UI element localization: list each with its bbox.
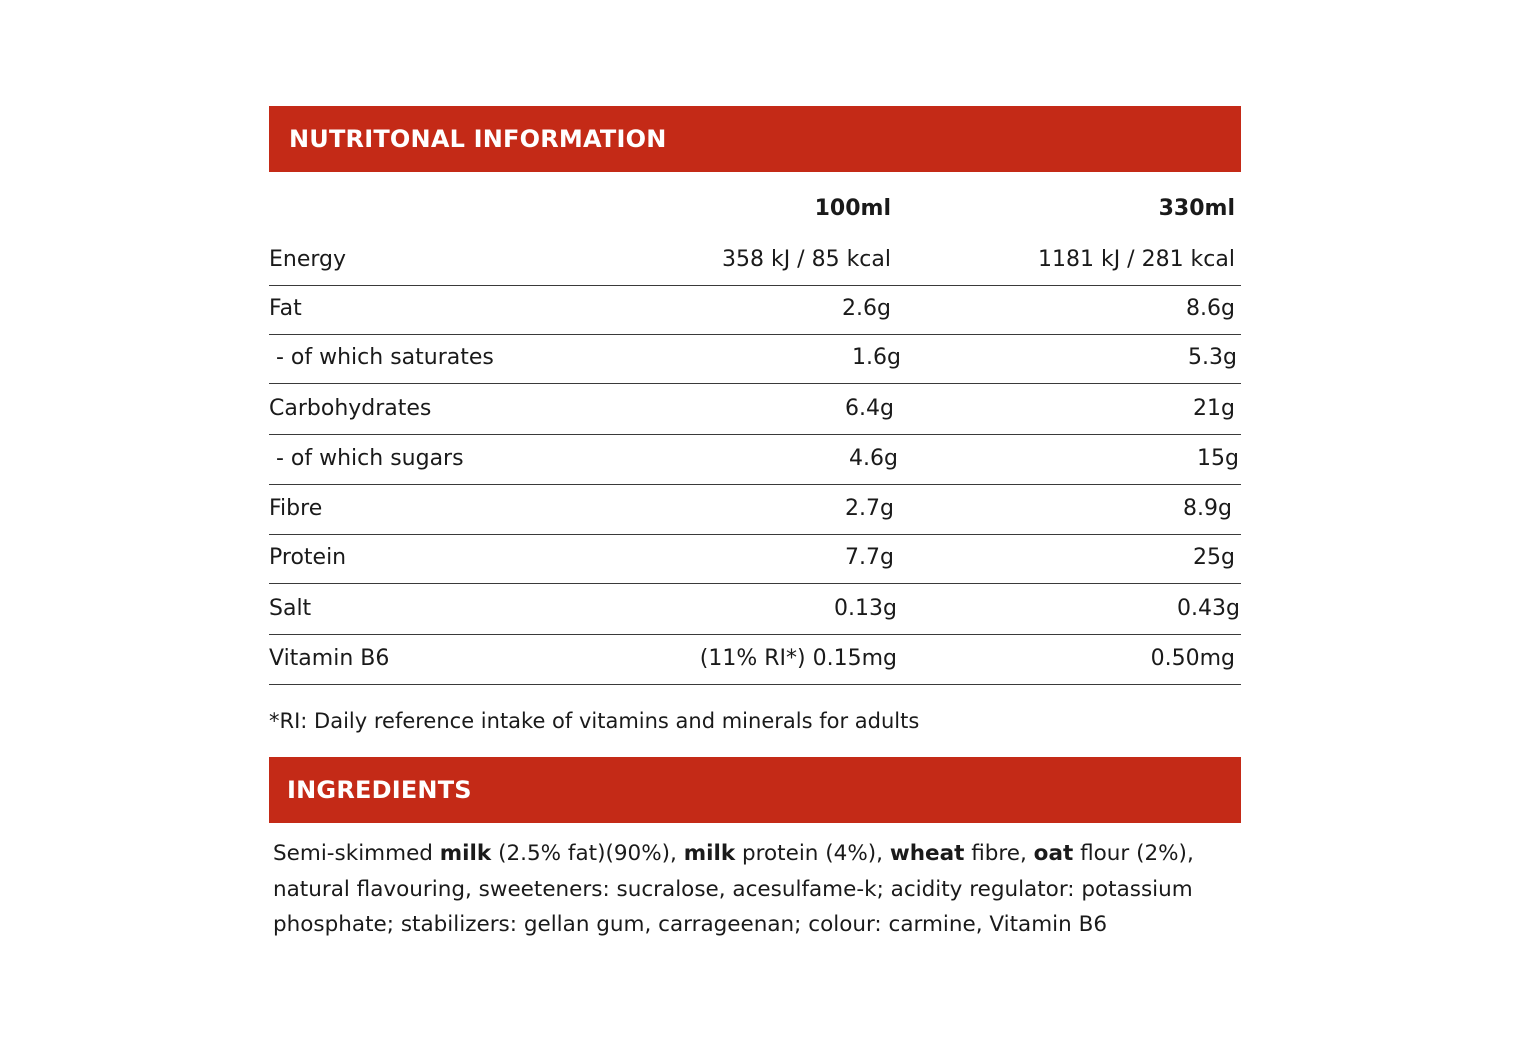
value-330ml: 25g [1193,545,1235,570]
nutrient-name: - of which sugars [269,446,464,471]
column-header-100ml: 100ml [814,196,891,221]
nutrient-name: - of which saturates [269,345,494,370]
table-row [269,635,1241,685]
table-row [269,534,1241,584]
table-row [269,435,1241,485]
row-divider [269,383,1241,384]
ingredients-part: (2.5% fat)(90%), [491,841,684,866]
value-100ml: 2.7g [845,496,894,521]
value-330ml: 21g [1193,396,1235,421]
allergen-bold: oat [1033,841,1074,866]
table-row [269,385,1241,435]
value-330ml: 0.43g [1177,596,1240,621]
value-330ml: 1181 kJ / 281 kcal [1037,247,1235,272]
value-100ml: 4.6g [849,446,898,471]
table-row [269,585,1241,635]
table-row [269,285,1241,335]
nutrient-name: Energy [269,247,347,272]
allergen-bold: milk [683,841,736,866]
value-330ml: 8.6g [1186,296,1235,321]
row-divider [269,684,1241,685]
ingredients-part: protein (4%), [735,841,890,866]
nutrient-name: Vitamin B6 [269,646,390,671]
nutrient-name: Fat [269,296,302,321]
ingredients-text [273,836,1235,943]
value-100ml: 0.13g [834,596,897,621]
value-100ml: 358 kJ / 85 kcal [721,247,891,272]
ingredients-part: fibre, [964,841,1034,866]
value-100ml: 6.4g [845,396,894,421]
allergen-bold: wheat [889,841,965,866]
nutrient-name: Salt [269,596,312,621]
nutrient-name: Protein [269,545,347,570]
table-row [269,485,1241,535]
table-row [269,236,1241,286]
row-divider [269,583,1241,584]
nutrient-name: Fibre [269,496,323,521]
column-header-330ml: 330ml [1158,196,1235,221]
ingredients-heading-banner [269,757,1241,823]
value-100ml: 1.6g [852,345,901,370]
nutrition-heading: NUTRITONAL INFORMATION [289,125,667,153]
ingredients-heading: INGREDIENTS [287,776,472,804]
value-330ml: 0.50mg [1150,646,1235,671]
nutrition-heading-banner [269,106,1241,172]
nutrient-name: Carbohydrates [269,396,432,421]
ingredients-part: flour (2%), natural flavouring, sweeteners: sucralose, acesulfame-k; acidity regulator: potassium phosphate; stabilizers: gellan gum, carrageenan; colour: carmine, Vitamin B6 [273,841,1194,937]
value-100ml: (11% RI*) 0.15mg [699,646,897,671]
value-100ml: 2.6g [842,296,891,321]
value-330ml: 5.3g [1188,345,1237,370]
ingredients-part: Semi-skimmed [273,841,440,866]
value-330ml: 8.9g [1183,496,1232,521]
ri-footnote: *RI: Daily reference intake of vitamins and minerals for adults [269,709,920,733]
allergen-bold: milk [439,841,492,866]
table-row [269,334,1241,384]
value-330ml: 15g [1197,446,1239,471]
value-100ml: 7.7g [845,545,894,570]
